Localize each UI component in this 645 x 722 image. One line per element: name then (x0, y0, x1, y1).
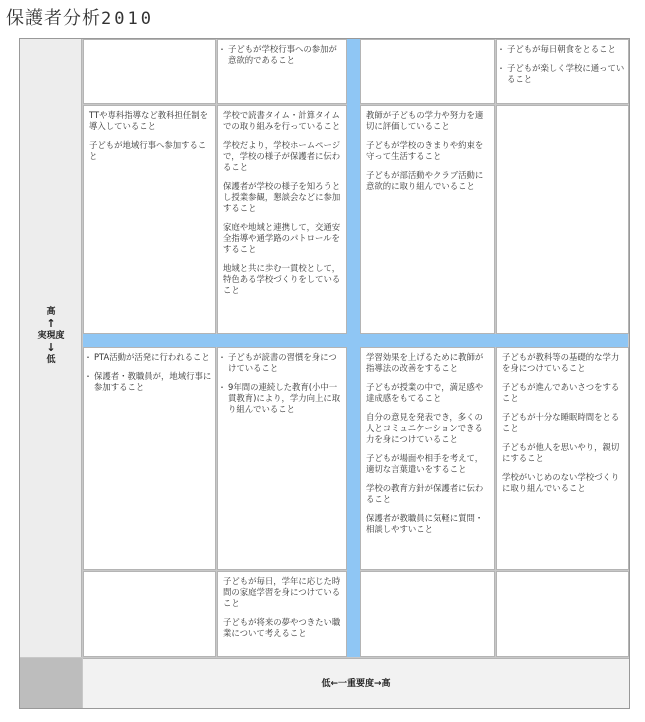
x-axis-title: 低←一重要度→高 (321, 679, 391, 689)
list-item: 子どもが授業の中で，満足感や達成感をもてること (366, 382, 484, 403)
list-item: 子どもが学校のきまりや約束を守って生活すること (366, 140, 484, 161)
list-item: 子どもが教科等の基礎的な学力を身につけていること (502, 352, 620, 373)
cell-r4c4 (496, 571, 629, 657)
x-axis-label (83, 658, 629, 708)
cell-r2c2 (217, 105, 347, 334)
list-item: 子どもが十分な睡眠時間をとること (502, 412, 620, 433)
title-main: 保護者分析 (6, 8, 101, 29)
cell-r1c4 (496, 39, 629, 104)
cell-r4c1 (83, 571, 216, 657)
cell-r2c4 (496, 105, 629, 334)
y-axis-low: 低 (46, 355, 56, 365)
list-item: ・ 9年間の連続した教育(小中一貫教育)により，学力向上に取り組んでいること (223, 382, 343, 415)
up-arrow-icon: ↑ (46, 317, 56, 330)
list-item: 学校で読書タイム・計算タイムでの取り組みを行っていること (223, 110, 341, 131)
list-item: ・ 子どもが楽しく学校に通っていること (502, 63, 625, 85)
list-item: ・ 子どもが読書の習慣を身につけていること (223, 352, 343, 374)
cell-r3c4 (496, 347, 629, 570)
list-item: 家庭や地域と連携して，交通安全指導や通学路のパトロールをすること (223, 222, 341, 254)
title-year: 2010 (101, 9, 154, 29)
list-item: 学校がいじめのない学校づくりに取り組んでいること (502, 472, 620, 493)
list-item: ・ 子どもが学校行事への参加が意欲的であること (223, 44, 343, 66)
page-title (6, 4, 154, 30)
list-item: 子どもが他人を思いやり，親切にすること (502, 442, 620, 463)
list-item: TTや専科指導など教科担任制を導入していること (89, 110, 208, 131)
list-item: 子どもが地域行事へ参加すること (89, 140, 207, 161)
list-item: 地域と共に歩む一貫校として，特色ある学校づくりをしていること (223, 263, 341, 295)
list-item: ・ PTA活動が活発に行われること (89, 352, 212, 363)
list-item: 子どもが毎日，学年に応じた時間の家庭学習を身につけていること (223, 576, 341, 608)
down-arrow-icon: ↓ (46, 341, 56, 354)
cell-r4c3 (360, 571, 495, 657)
list-item: ・ 子どもが毎日朝食をとること (502, 44, 625, 55)
list-item: 子どもが進んであいさつをすること (502, 382, 620, 403)
vertical-axis-bar (347, 39, 360, 657)
list-item: 保護者が学校の様子を知ろうとし授業参観，懇談会などに参加すること (223, 181, 341, 213)
cell-r3c2 (217, 347, 347, 570)
list-item: 子どもが場面や相手を考えて，適切な言葉遣いをすること (366, 453, 484, 474)
list-item: 子どもが部活動やクラブ活動に意欲的に取り組んでいること (366, 170, 484, 191)
y-axis-label (20, 306, 82, 366)
list-item: 教師が子どもの学力や努力を適切に評価していること (366, 110, 484, 131)
list-item: 自分の意見を発表でき，多くの人とコミュニケーションできる力を身につけていること (366, 412, 483, 444)
cell-r3c1 (83, 347, 216, 570)
list-item: 保護者が教職員に気軽に質問・相談しやすいこと (366, 513, 484, 534)
cell-r1c3 (360, 39, 495, 104)
y-axis-title: 実現度 (37, 331, 65, 341)
cell-r2c1 (83, 105, 216, 334)
cell-r3c3 (360, 347, 495, 570)
list-item: 子どもが将来の夢やつきたい職業について考えること (223, 617, 341, 638)
list-item: ・ 保護者・教職員が，地域行事に参加すること (89, 371, 212, 393)
cell-r1c2 (217, 39, 347, 104)
cell-r1c1 (83, 39, 216, 104)
list-item: 学校の教育方針が保護者に伝わること (366, 483, 484, 504)
horizontal-axis-bar (83, 334, 628, 347)
cell-r2c3 (360, 105, 495, 334)
y-axis-high: 高 (46, 307, 56, 317)
list-item: 学習効果を上げるために教師が指導法の改善をすること (366, 352, 484, 373)
list-item: 学校だより，学校ホームページで，学校の様子が保護者に伝わること (223, 140, 341, 172)
corner-cell (20, 658, 82, 708)
cell-r4c2 (217, 571, 347, 657)
